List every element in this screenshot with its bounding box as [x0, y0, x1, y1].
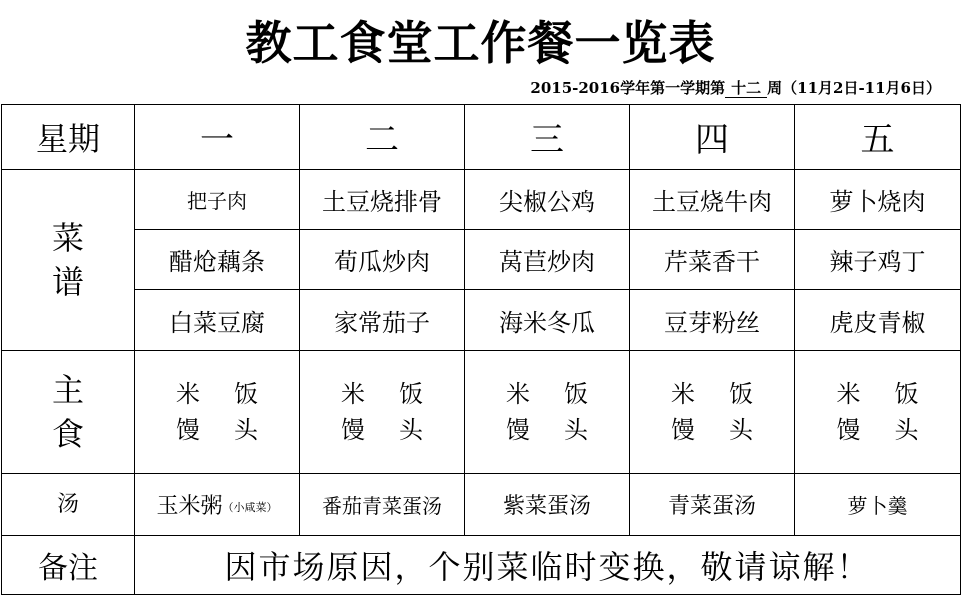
staple-char: 米: [836, 379, 861, 408]
dish-cell: 醋炝藕条: [135, 230, 300, 290]
staple-label: [2, 350, 135, 473]
staple-char: 头: [399, 415, 423, 444]
dish-row: [2, 169, 961, 229]
staple-char: 馒: [836, 415, 861, 444]
dishes-label-bottom: 谱: [51, 262, 84, 301]
subtitle-prefix: 2015-2016学年第一学期第: [530, 79, 726, 97]
staple-char: 饭: [729, 379, 753, 408]
staple-char: 头: [729, 415, 753, 444]
dish-cell: 豆芽粉丝: [630, 290, 795, 350]
staple-label-bottom: 食: [51, 414, 84, 453]
staple-cell: [300, 350, 465, 473]
staple-rice: [300, 376, 464, 412]
staple-char: 饭: [399, 379, 423, 408]
dish-cell: 家常茄子: [300, 290, 465, 350]
staple-char: 饭: [564, 379, 588, 408]
dish-row: [2, 290, 961, 350]
staple-label-top: 主: [51, 370, 84, 409]
soup-cell: 番茄青菜蛋汤: [300, 473, 465, 536]
week-number: 十二: [725, 79, 767, 98]
dish-cell: 虎皮青椒: [795, 290, 961, 350]
staple-char: 米: [341, 379, 365, 408]
note-text: 因市场原因，个别菜临时变换，敬请谅解！: [135, 536, 961, 595]
staple-char: 米: [671, 379, 695, 408]
staple-char: 饭: [894, 379, 919, 408]
staple-cell: [135, 350, 300, 473]
dish-cell: 芹菜香干: [630, 230, 795, 290]
dish-cell: 莴苣炒肉: [465, 230, 630, 290]
staple-char: 馒: [671, 415, 695, 444]
staple-char: 头: [234, 415, 258, 444]
menu-table: [1, 104, 961, 595]
staple-bun: [300, 412, 464, 448]
weekday-thu: 四: [630, 105, 795, 170]
soup-label: 汤: [2, 473, 135, 536]
dish-cell: 白菜豆腐: [135, 290, 300, 350]
weekday-mon: 一: [135, 105, 300, 170]
dish-row: [2, 230, 961, 290]
note-row: [2, 536, 961, 595]
weekday-fri: 五: [795, 105, 961, 170]
page-title: 教工食堂工作餐一览表: [245, 16, 716, 70]
weekday-tue: 二: [300, 105, 465, 170]
staple-rice: [795, 376, 960, 412]
staple-bun: [465, 412, 629, 448]
staple-rice: [630, 376, 794, 412]
staple-char: 头: [894, 415, 919, 444]
staple-bun: [795, 412, 960, 448]
dish-cell: 萝卜烧肉: [795, 169, 961, 229]
dish-cell: 海米冬瓜: [465, 290, 630, 350]
soup-cell: 青菜蛋汤: [630, 473, 795, 536]
soup-cell: [135, 473, 300, 536]
weekday-label: 星期: [2, 105, 135, 170]
staple-char: 馒: [176, 415, 200, 444]
staple-rice: [135, 376, 299, 412]
staple-rice: [465, 376, 629, 412]
staple-char: 饭: [234, 379, 258, 408]
dish-cell: 土豆烧排骨: [300, 169, 465, 229]
staple-char: 米: [176, 379, 200, 408]
week-subtitle: [530, 76, 941, 100]
staple-char: 米: [506, 379, 530, 408]
staple-char: 馒: [341, 415, 365, 444]
staple-char: 馒: [506, 415, 530, 444]
staple-cell: [795, 350, 961, 473]
dish-cell: 土豆烧牛肉: [630, 169, 795, 229]
staple-char: 头: [564, 415, 588, 444]
soup-cell: 紫菜蛋汤: [465, 473, 630, 536]
dish-cell: 荀瓜炒肉: [300, 230, 465, 290]
soup-row: [2, 473, 961, 536]
weekday-wed: 三: [465, 105, 630, 170]
staple-cell: [465, 350, 630, 473]
soup-side-note: （小咸菜）: [222, 501, 278, 515]
dishes-label: [2, 169, 135, 350]
subtitle-suffix: 周（11月2日-11月6日）: [767, 79, 941, 97]
dish-cell: 把子肉: [135, 169, 300, 229]
soup-cell: 萝卜羹: [795, 473, 961, 536]
staple-bun: [630, 412, 794, 448]
note-label: 备注: [2, 536, 135, 595]
staple-cell: [630, 350, 795, 473]
soup-item: 玉米粥: [156, 494, 223, 520]
dish-cell: 辣子鸡丁: [795, 230, 961, 290]
weekday-header-row: [2, 105, 961, 170]
dishes-label-top: 菜: [51, 218, 84, 257]
staple-bun: [135, 412, 299, 448]
dish-cell: 尖椒公鸡: [465, 169, 630, 229]
staple-row: [2, 350, 961, 473]
